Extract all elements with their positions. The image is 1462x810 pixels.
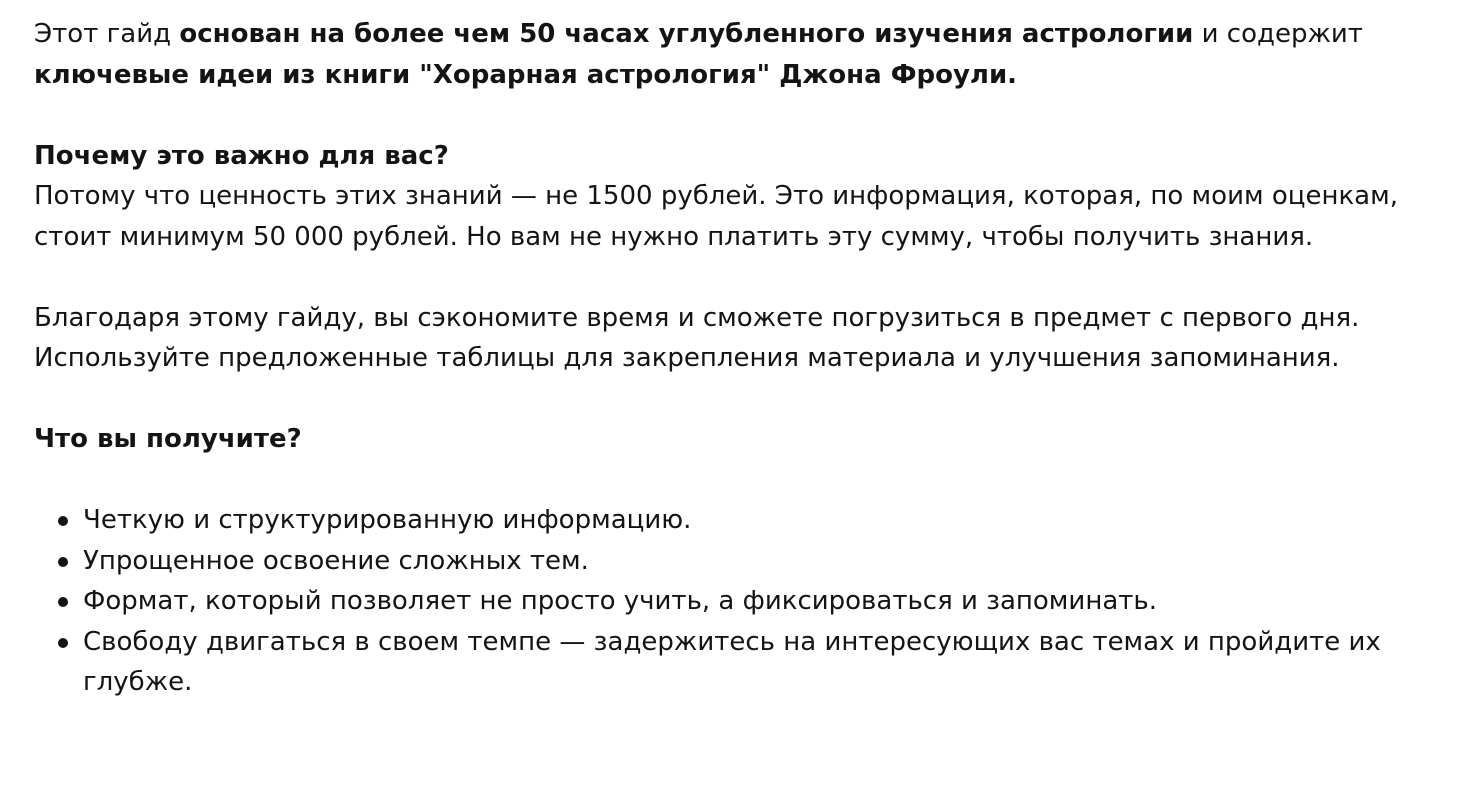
intro-paragraph (34, 14, 1434, 95)
why-paragraph: Потому что ценность этих знаний — не 1500 рублей. Это информация, которая, по моим оценкам, стоит минимум 50 000 рублей. Но вам не нужно платить эту сумму, чтобы получить знания. (34, 181, 1398, 252)
benefits-list (34, 500, 1434, 703)
benefit-paragraph: Благодаря этому гайду, вы сэкономите время и сможете погрузиться в предмет с первого дня. Используйте предложенные таблицы для закрепления материала и улучшения запоминания. (34, 302, 1360, 373)
intro-bold-1: основан на более чем 50 часах углубленного изучения астрологии (179, 19, 1194, 49)
intro-text-2: и содержит (1193, 19, 1363, 49)
list-item: Свободу двигаться в своем темпе — задержитесь на интересующих вас темах и пройдите их глубже. (34, 622, 1383, 703)
list-item: Четкую и структурированную информацию. (34, 500, 1383, 541)
why-heading: Почему это важно для вас? (34, 140, 449, 171)
list-item: Упрощенное освоение сложных тем. (34, 541, 1383, 582)
spacer (34, 379, 1434, 420)
spacer (34, 460, 1434, 501)
spacer (34, 257, 1434, 298)
spacer (34, 95, 1434, 136)
get-heading: Что вы получите? (34, 424, 302, 454)
list-item: Формат, который позволяет не просто учить, а фиксироваться и запоминать. (34, 581, 1383, 622)
intro-bold-2: ключевые идеи из книги "Хорарная астрология" Джона Фроули. (34, 59, 1018, 90)
document-body (34, 14, 1434, 703)
intro-text-1: Этот гайд (34, 19, 180, 49)
